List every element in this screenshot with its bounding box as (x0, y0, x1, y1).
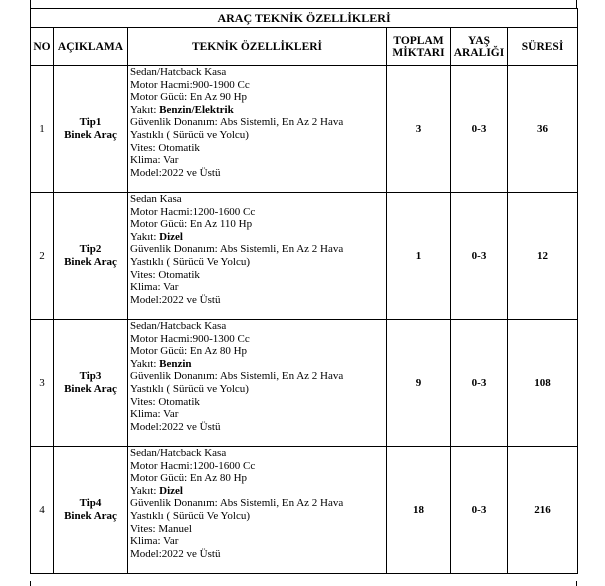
cell-miktar: 18 (387, 447, 451, 574)
spec-guc: Motor Gücü: En Az 90 Hp (130, 91, 248, 104)
cell-teknik (128, 320, 387, 447)
cell-no: 3 (31, 320, 54, 447)
spec-guvenlik-1: Güvenlik Donanım: Abs Sistemli, En Az 2 Hava (130, 116, 344, 129)
cell-sure: 36 (508, 66, 578, 193)
spec-vites: Vites: Otomatik (130, 141, 200, 154)
spec-model: Model:2022 ve Üstü (130, 420, 221, 433)
cell-yas: 0-3 (451, 66, 508, 193)
cell-sure: 216 (508, 447, 578, 574)
header-aciklama: AÇIKLAMA (54, 28, 128, 66)
cell-teknik (128, 193, 387, 320)
header-yas-line1: YAŞ (468, 34, 490, 47)
cell-sure: 12 (508, 193, 578, 320)
header-toplam (387, 28, 451, 66)
spec-hacim: Motor Hacmi:1200-1600 Cc (130, 205, 256, 218)
cell-tip: Tip1 (79, 116, 102, 128)
spec-kasa: Sedan/Hatcback Kasa (130, 320, 227, 332)
spec-kasa: Sedan/Hatcback Kasa (130, 66, 227, 78)
spec-guvenlik-1: Güvenlik Donanım: Abs Sistemli, En Az 2 Hava (130, 243, 344, 256)
table-header-row (31, 28, 578, 66)
spec-yakit (130, 104, 386, 117)
cell-yas: 0-3 (451, 193, 508, 320)
spec-guvenlik-1: Güvenlik Donanım: Abs Sistemli, En Az 2 Hava (130, 370, 344, 383)
spec-hacim: Motor Hacmi:900-1300 Cc (130, 332, 250, 345)
spec-yakit-value: Dizel (159, 230, 183, 243)
spec-yakit-label: Yakıt: (130, 357, 160, 370)
spec-yakit-label: Yakıt: (130, 230, 160, 243)
spec-yakit-value: Benzin/Elektrik (159, 103, 234, 116)
next-table-edge (30, 581, 577, 586)
vehicle-specs-table (30, 8, 578, 574)
spec-guvenlik-2: Yastıklı ( Sürücü Ve Yolcu) (130, 255, 251, 268)
cell-aciklama (54, 447, 128, 574)
spec-kasa: Sedan Kasa (130, 193, 182, 205)
cell-arac: Binek Araç (64, 129, 117, 141)
header-suresi: SÜRESİ (508, 28, 578, 66)
header-teknik: TEKNİK ÖZELLİKLERİ (128, 28, 387, 66)
table-row (31, 320, 578, 447)
spec-hacim: Motor Hacmi:900-1900 Cc (130, 78, 250, 91)
table-row (31, 66, 578, 193)
spec-vites: Vites: Manuel (130, 522, 192, 535)
cell-arac: Binek Araç (64, 256, 117, 268)
cell-teknik (128, 447, 387, 574)
spec-model: Model:2022 ve Üstü (130, 293, 221, 306)
spec-guc: Motor Gücü: En Az 80 Hp (130, 345, 248, 358)
spec-klima: Klima: Var (130, 535, 179, 548)
cell-arac: Binek Araç (64, 510, 117, 522)
cell-no: 2 (31, 193, 54, 320)
cell-tip: Tip4 (79, 497, 102, 509)
cell-tip: Tip2 (79, 243, 102, 255)
header-no: NO (31, 28, 54, 66)
spec-guc: Motor Gücü: En Az 80 Hp (130, 472, 248, 485)
header-toplam-line2: MİKTARI (392, 46, 445, 59)
table-row (31, 447, 578, 574)
cell-aciklama (54, 320, 128, 447)
spec-model: Model:2022 ve Üstü (130, 547, 221, 560)
spec-yakit-value: Dizel (159, 484, 183, 497)
spec-vites: Vites: Otomatik (130, 268, 200, 281)
spec-guvenlik-2: Yastıklı ( Sürücü ve Yolcu) (130, 382, 249, 395)
spec-hacim: Motor Hacmi:1200-1600 Cc (130, 459, 256, 472)
cell-yas: 0-3 (451, 320, 508, 447)
cell-miktar: 3 (387, 66, 451, 193)
spec-klima: Klima: Var (130, 154, 179, 167)
spec-model: Model:2022 ve Üstü (130, 166, 221, 179)
table-title: ARAÇ TEKNİK ÖZELLİKLERİ (31, 9, 578, 28)
table-row (31, 193, 578, 320)
cell-miktar: 9 (387, 320, 451, 447)
cell-yas: 0-3 (451, 447, 508, 574)
cell-tip: Tip3 (79, 370, 102, 382)
cell-sure: 108 (508, 320, 578, 447)
spec-vites: Vites: Otomatik (130, 395, 200, 408)
cell-miktar: 1 (387, 193, 451, 320)
spec-guvenlik-2: Yastıklı ( Sürücü ve Yolcu) (130, 128, 249, 141)
cell-arac: Binek Araç (64, 383, 117, 395)
previous-table-edge (30, 0, 577, 8)
spec-guvenlik-2: Yastıklı ( Sürücü Ve Yolcu) (130, 509, 251, 522)
cell-no: 4 (31, 447, 54, 574)
cell-aciklama (54, 66, 128, 193)
spec-klima: Klima: Var (130, 408, 179, 421)
spec-klima: Klima: Var (130, 281, 179, 294)
spec-yakit-label: Yakıt: (130, 484, 160, 497)
spec-yakit (130, 485, 386, 498)
spec-guvenlik-1: Güvenlik Donanım: Abs Sistemli, En Az 2 Hava (130, 497, 344, 510)
cell-teknik (128, 66, 387, 193)
header-toplam-line1: TOPLAM (393, 34, 444, 47)
header-yas (451, 28, 508, 66)
spec-yakit (130, 231, 386, 244)
cell-no: 1 (31, 66, 54, 193)
spec-guc: Motor Gücü: En Az 110 Hp (130, 218, 253, 231)
spec-yakit-label: Yakıt: (130, 103, 160, 116)
cell-aciklama (54, 193, 128, 320)
header-yas-line2: ARALIĞI (453, 46, 505, 59)
spec-yakit (130, 358, 386, 371)
table-title-row (31, 9, 578, 28)
spec-kasa: Sedan/Hatcback Kasa (130, 447, 227, 459)
spec-yakit-value: Benzin (159, 357, 192, 370)
